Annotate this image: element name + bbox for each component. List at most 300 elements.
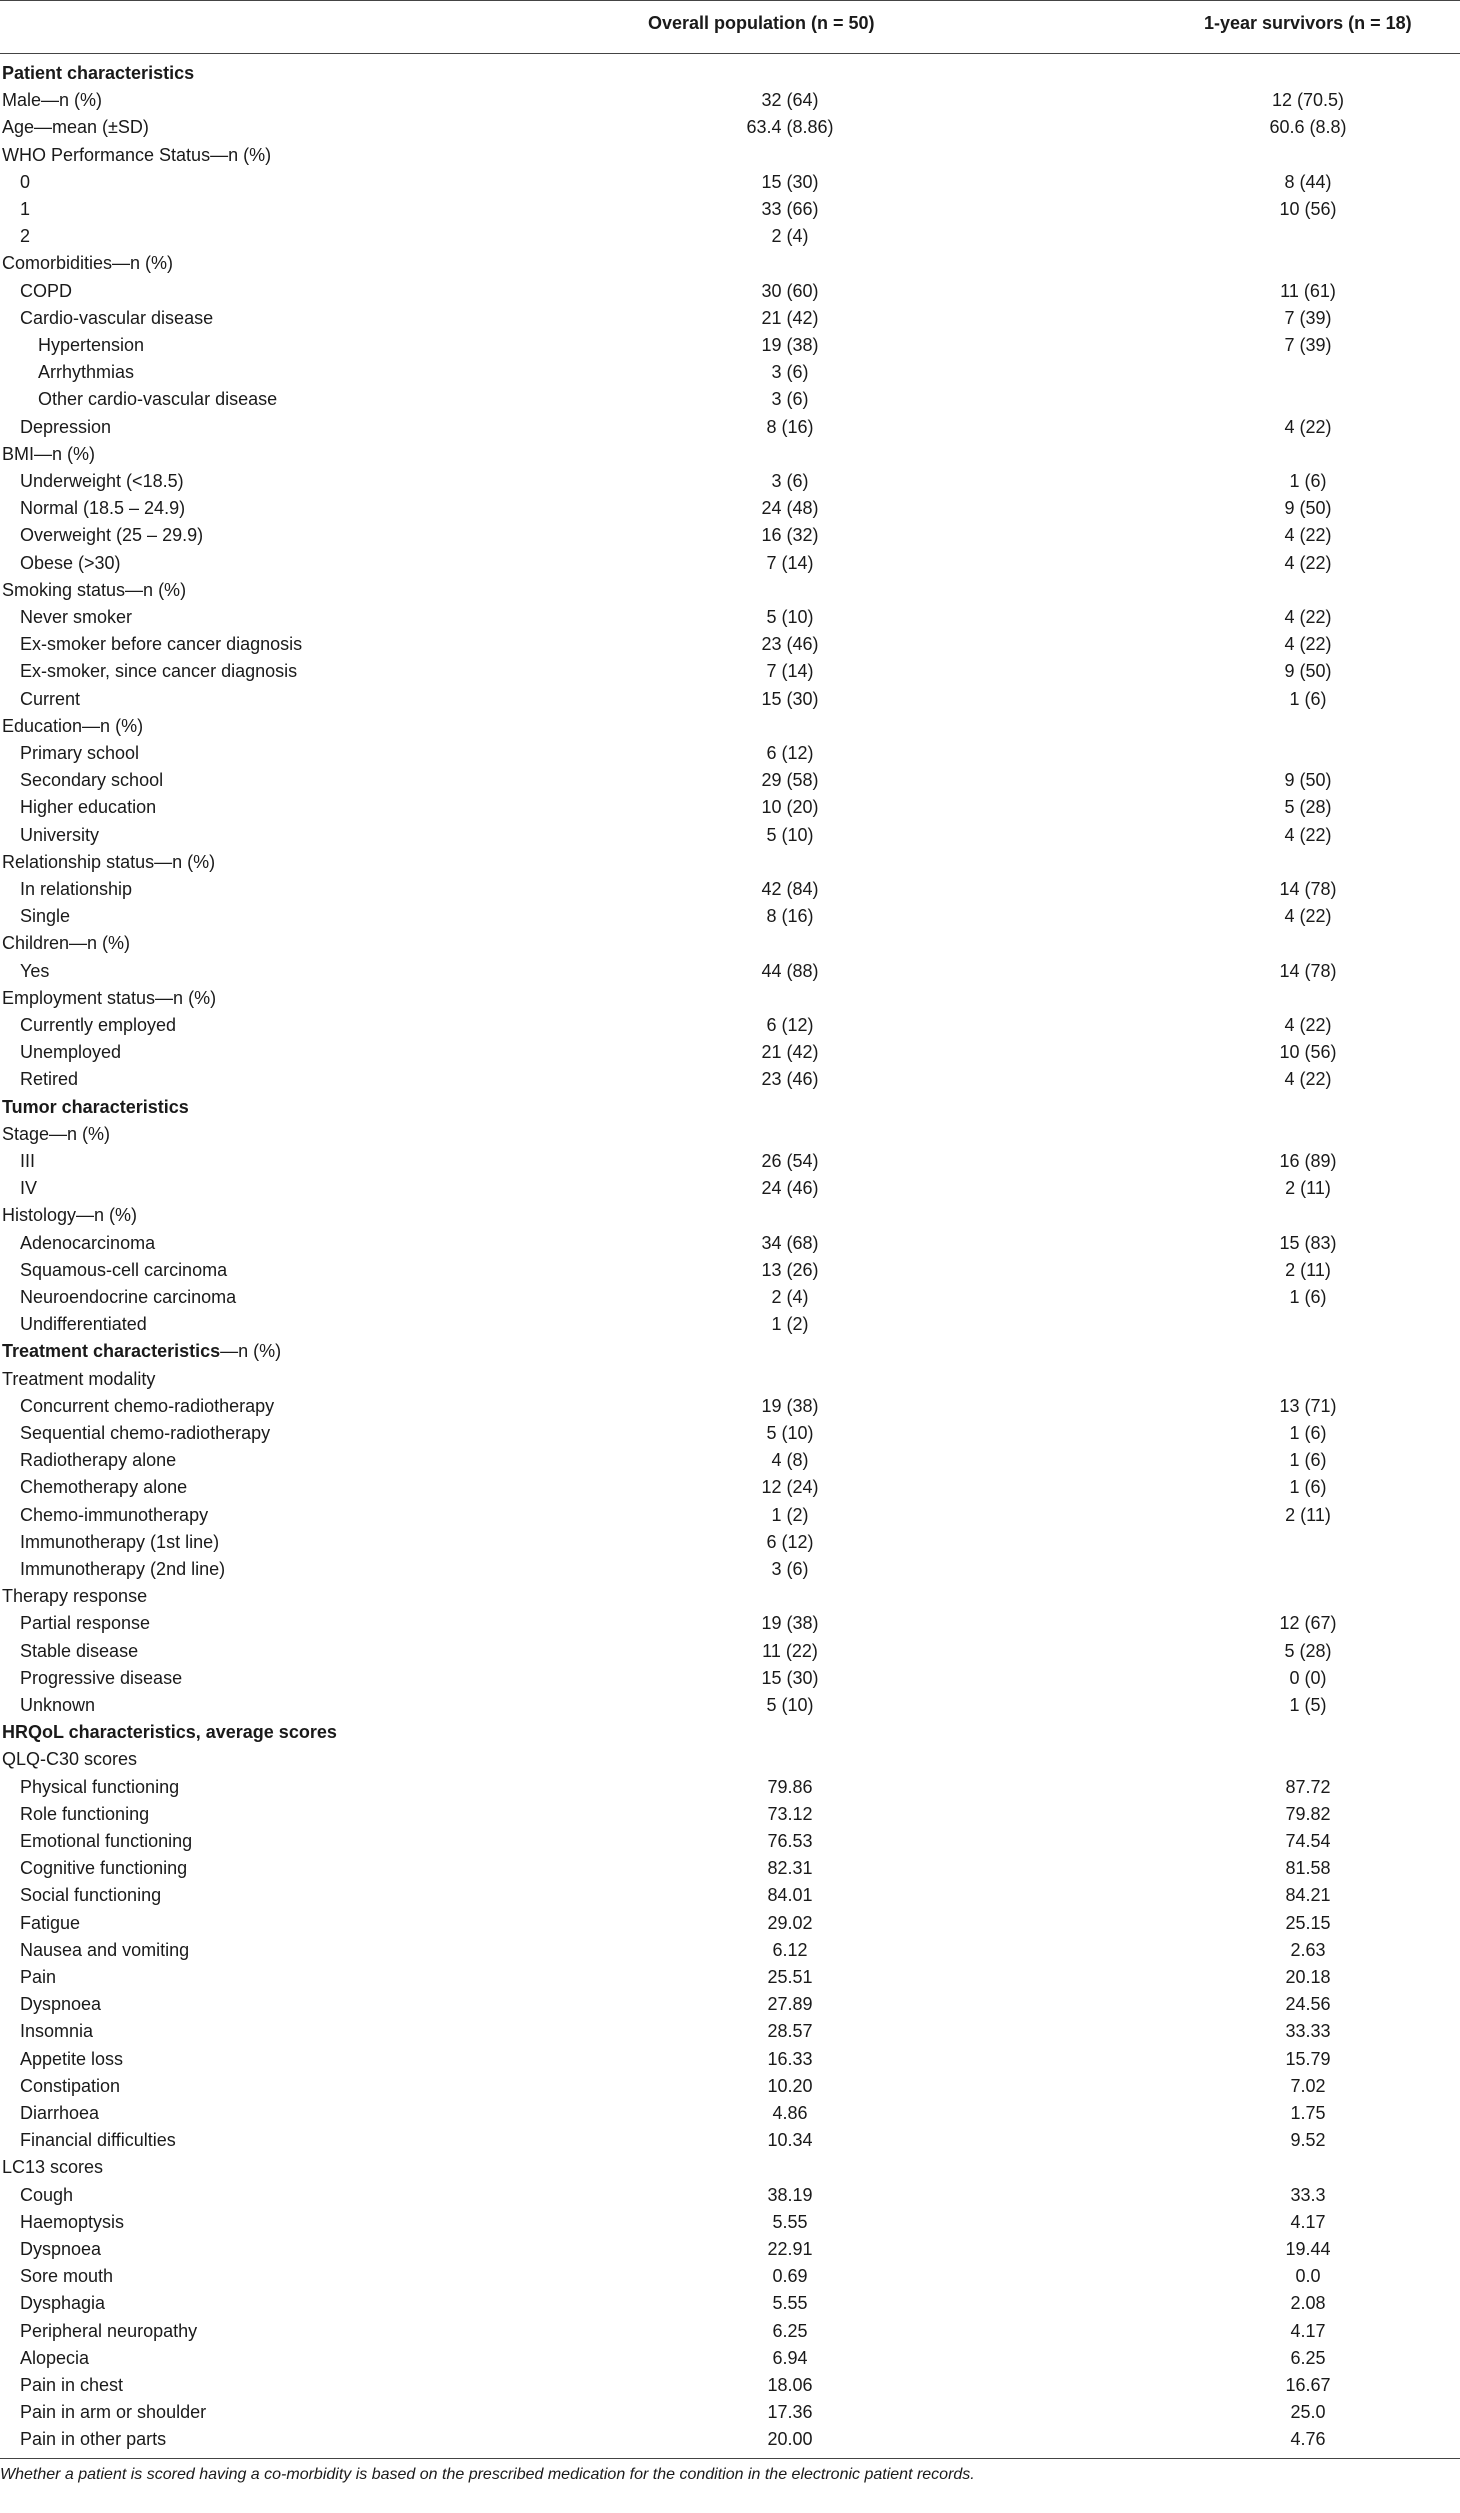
row-label: Appetite loss (20, 2048, 124, 2069)
table-row (0, 1284, 1460, 1311)
row-label-cell (20, 495, 185, 522)
overall-value-cell: 27.89 (767, 1994, 813, 2015)
row-label-cell (2, 849, 215, 876)
survivors-value-cell: 1 (6) (1289, 1287, 1327, 1307)
overall-value-cell: 21 (42) (761, 307, 819, 328)
row-label: Diarrhoea (20, 2103, 100, 2123)
row-label: Overweight (25 – 29.9) (20, 525, 204, 546)
survivors-value-cell: 6.25 (1290, 2347, 1326, 2368)
survivors-value-cell: 15.79 (1285, 2048, 1331, 2069)
row-label: BMI—n (%) (2, 443, 96, 464)
overall-value-cell: 8 (16) (766, 906, 814, 927)
survivors-value-cell: 4.76 (1290, 2429, 1326, 2450)
table-row (0, 1638, 1460, 1665)
table-row (0, 1610, 1460, 1637)
table-row (0, 1991, 1460, 2018)
survivors-value-cell: 4 (22) (1284, 824, 1332, 845)
table-row (0, 522, 1460, 549)
row-label: 0 (20, 171, 31, 192)
row-label: Undifferentiated (20, 1314, 147, 1335)
section-heading-row (0, 1094, 1460, 1121)
row-label-cell (20, 1937, 189, 1964)
survivors-value-cell: 7.02 (1290, 2075, 1326, 2096)
row-label: Adenocarcinoma (20, 1232, 156, 1253)
row-label-cell (20, 658, 297, 685)
table-row (0, 1502, 1460, 1529)
overall-value-cell: 42 (84) (761, 879, 819, 899)
row-label: Partial response (20, 1613, 151, 1634)
row-label-cell (20, 1311, 147, 1338)
survivors-value-cell: 12 (67) (1279, 1613, 1337, 1634)
table-row (0, 958, 1460, 985)
survivors-value-cell: 16 (89) (1279, 1151, 1337, 1171)
survivors-value-cell: 2 (11) (1285, 1504, 1331, 1525)
table-footnote: Whether a patient is scored having a co-morbidity is based on the prescribed medication for the condition in the electronic patient records. (0, 2465, 975, 2483)
row-label: Treatment modality (2, 1368, 156, 1389)
survivors-value-cell: 4 (22) (1284, 416, 1332, 437)
table-row (0, 1393, 1460, 1420)
row-label-cell (20, 1175, 37, 1202)
row-label: Other cardio-vascular disease (38, 389, 278, 410)
row-label-cell (20, 2372, 123, 2399)
row-label-cell (20, 1610, 150, 1637)
table-row (0, 332, 1460, 359)
row-label-cell (2, 441, 95, 468)
survivors-value-cell: 9 (50) (1284, 661, 1332, 682)
survivors-value-cell: 10 (56) (1279, 1042, 1337, 1063)
survivors-value-cell: 25.0 (1290, 2402, 1326, 2423)
row-label: Smoking status—n (%) (2, 579, 187, 600)
survivors-value-cell: 12 (70.5) (1271, 90, 1345, 111)
survivors-value-cell: 14 (78) (1279, 960, 1337, 981)
row-label-cell (20, 1039, 121, 1066)
column-header-survivors: 1-year survivors (n = 18) (1204, 13, 1412, 33)
row-label: Neuroendocrine carcinoma (20, 1287, 237, 1307)
row-label: 1 (20, 199, 31, 219)
row-label-cell (20, 604, 132, 631)
survivors-value-cell: 1 (6) (1289, 688, 1327, 709)
overall-value-cell: 26 (54) (761, 1151, 819, 1171)
table-row (0, 1175, 1460, 1202)
row-label-cell (20, 903, 70, 930)
row-label: Haemoptysis (20, 2211, 125, 2232)
table-row (0, 414, 1460, 441)
overall-value-cell: 3 (6) (771, 1559, 809, 1579)
row-label: Chemo-immunotherapy (20, 1504, 209, 1525)
row-label: Immunotherapy (2nd line) (20, 1559, 226, 1579)
row-label: Employment status—n (%) (2, 987, 217, 1008)
survivors-value-cell: 4 (22) (1284, 906, 1332, 927)
row-label: Primary school (20, 743, 140, 763)
row-label-cell (38, 359, 134, 386)
row-label: Emotional functioning (20, 1831, 193, 1851)
table-row (0, 876, 1460, 903)
table-row (0, 2290, 1460, 2317)
table-row (0, 495, 1460, 522)
survivors-value-cell: 4.17 (1290, 2320, 1326, 2341)
overall-value-cell: 19 (38) (761, 1613, 819, 1634)
survivors-value-cell: 2 (11) (1285, 1259, 1331, 1280)
survivors-value-cell: 11 (61) (1280, 280, 1336, 301)
overall-value-cell: 17.36 (767, 2402, 813, 2423)
row-label: Education—n (%) (2, 715, 144, 736)
column-header-overall: Overall population (n = 50) (648, 13, 875, 33)
overall-value-cell: 11 (22) (762, 1640, 818, 1661)
table-row (0, 1774, 1460, 1801)
table-row (0, 196, 1460, 223)
row-label-cell (20, 2236, 101, 2263)
row-label-cell (20, 2127, 176, 2154)
table-row (0, 2372, 1460, 2399)
row-label-cell (2, 1583, 147, 1610)
survivors-value-cell: 1 (6) (1289, 471, 1327, 491)
row-label: IV (20, 1178, 38, 1199)
row-label: Therapy response (2, 1586, 148, 1607)
row-label: Histology—n (%) (2, 1205, 138, 1226)
table-row (0, 1066, 1460, 1093)
survivors-value-cell: 0 (0) (1289, 1667, 1327, 1688)
table-row (0, 250, 1460, 277)
overall-value-cell: 12 (24) (761, 1477, 819, 1498)
table-row (0, 114, 1460, 141)
overall-value-cell: 4 (8) (771, 1450, 809, 1471)
row-label-cell (20, 1529, 219, 1556)
row-label-cell (20, 1556, 225, 1583)
row-label: Underweight (<18.5) (20, 471, 184, 491)
table-row (0, 1039, 1460, 1066)
row-label: Relationship status—n (%) (2, 851, 216, 872)
table-row (0, 468, 1460, 495)
survivors-value-cell: 8 (44) (1284, 171, 1332, 192)
row-label-cell (2, 1719, 337, 1746)
table-row (0, 359, 1460, 386)
table-row (0, 2100, 1460, 2127)
row-label: Stage—n (%) (2, 1123, 111, 1144)
table-row (0, 767, 1460, 794)
survivors-value-cell: 5 (28) (1284, 1640, 1332, 1661)
row-label-cell (20, 1230, 155, 1257)
row-label: Higher education (20, 797, 157, 818)
section-heading-row (0, 1719, 1460, 1746)
overall-value-cell: 20.00 (767, 2429, 813, 2450)
overall-value-cell: 23 (46) (761, 1069, 819, 1090)
section-heading: HRQoL characteristics, average scores (2, 1722, 337, 1743)
table-row (0, 1556, 1460, 1583)
table-row (0, 1746, 1460, 1773)
survivors-value-cell: 60.6 (8.8) (1269, 117, 1347, 138)
row-label-cell (2, 60, 194, 87)
table-row (0, 1366, 1460, 1393)
row-label: Current (20, 688, 81, 709)
table-row (0, 1121, 1460, 1148)
overall-value-cell: 1 (2) (771, 1504, 809, 1525)
row-label-cell (20, 1393, 274, 1420)
survivors-value-cell: 4 (22) (1284, 607, 1332, 627)
row-label-cell (2, 1121, 110, 1148)
overall-value-cell: 34 (68) (761, 1232, 819, 1253)
row-label-cell (2, 577, 186, 604)
table-row (0, 2127, 1460, 2154)
survivors-value-cell: 4.17 (1290, 2211, 1326, 2232)
row-label-cell (2, 985, 216, 1012)
row-label-cell (20, 1257, 227, 1284)
row-label: Hypertension (38, 335, 145, 355)
overall-value-cell: 29.02 (767, 1912, 813, 1933)
overall-value-cell: 6.12 (772, 1939, 808, 1960)
overall-value-cell: 73.12 (767, 1803, 813, 1824)
survivors-value-cell: 16.67 (1285, 2375, 1331, 2395)
table-row (0, 2426, 1460, 2453)
row-label-cell (20, 794, 156, 821)
overall-value-cell: 21 (42) (761, 1042, 819, 1063)
table-row (0, 849, 1460, 876)
survivors-value-cell: 9.52 (1290, 2130, 1326, 2151)
overall-value-cell: 15 (30) (761, 171, 819, 192)
row-label-cell (2, 1366, 155, 1393)
overall-value-cell: 24 (48) (761, 498, 819, 519)
overall-value-cell: 3 (6) (771, 362, 809, 383)
row-label: Cardio-vascular disease (20, 307, 214, 328)
overall-value-cell: 5.55 (772, 2211, 808, 2232)
survivors-value-cell: 25.15 (1285, 1912, 1331, 1933)
row-label: Depression (20, 416, 112, 437)
overall-value-cell: 24 (46) (761, 1178, 819, 1199)
section-heading: Patient characteristics (2, 63, 195, 83)
row-label-cell (20, 1420, 270, 1447)
table-row (0, 305, 1460, 332)
row-label-cell (20, 1855, 187, 1882)
survivors-value-cell: 33.3 (1290, 2184, 1326, 2205)
table-row (0, 577, 1460, 604)
row-label-cell (2, 1746, 137, 1773)
overall-value-cell: 19 (38) (761, 335, 819, 355)
row-label: Unemployed (20, 1042, 122, 1063)
survivors-value-cell: 1 (5) (1289, 1695, 1327, 1715)
overall-value-cell: 13 (26) (761, 1259, 819, 1280)
row-label-cell (20, 1692, 95, 1719)
row-label: Sore mouth (20, 2266, 114, 2287)
row-label: Children—n (%) (2, 933, 131, 954)
row-label: Never smoker (20, 607, 133, 627)
row-label: Chemotherapy alone (20, 1477, 188, 1498)
row-label-cell (20, 1910, 80, 1937)
row-label: Single (20, 906, 71, 927)
table-row (0, 2399, 1460, 2426)
overall-value-cell: 15 (30) (761, 1667, 819, 1688)
survivors-value-cell: 19.44 (1285, 2239, 1331, 2259)
row-label: In relationship (20, 879, 133, 899)
table-row (0, 604, 1460, 631)
row-label: Insomnia (20, 2021, 94, 2042)
survivors-value-cell: 13 (71) (1279, 1395, 1337, 1416)
table-row (0, 142, 1460, 169)
survivors-value-cell: 1.75 (1290, 2103, 1326, 2123)
table-row (0, 169, 1460, 196)
row-label: Pain (20, 1967, 57, 1987)
overall-value-cell: 7 (14) (766, 552, 814, 573)
section-heading: Tumor characteristics (2, 1096, 189, 1117)
row-label-cell (20, 2318, 197, 2345)
row-label-cell (20, 2100, 99, 2127)
table-row (0, 1148, 1460, 1175)
survivors-value-cell: 15 (83) (1279, 1232, 1337, 1253)
table-row (0, 2345, 1460, 2372)
table-row (0, 550, 1460, 577)
row-label: Fatigue (20, 1912, 81, 1933)
row-label-cell (20, 2399, 206, 2426)
overall-value-cell: 79.86 (767, 1776, 813, 1797)
table-row (0, 740, 1460, 767)
row-label-cell (2, 713, 143, 740)
row-label-cell (2, 930, 130, 957)
overall-value-cell: 3 (6) (771, 389, 809, 410)
overall-value-cell: 29 (58) (761, 770, 819, 791)
row-label: Financial difficulties (20, 2130, 176, 2151)
table-row (0, 1420, 1460, 1447)
row-label: Cough (20, 2184, 74, 2205)
survivors-value-cell: 74.54 (1285, 1831, 1331, 1851)
section-heading-row (0, 60, 1460, 87)
table-row (0, 658, 1460, 685)
row-label-cell (20, 1801, 149, 1828)
section-heading: Treatment characteristics (2, 1341, 221, 1362)
row-label: Ex-smoker, since cancer diagnosis (20, 661, 298, 682)
overall-value-cell: 18.06 (767, 2375, 813, 2395)
row-label-cell (20, 468, 184, 495)
table-row (0, 1665, 1460, 1692)
overall-value-cell: 25.51 (767, 1967, 813, 1987)
table-row (0, 822, 1460, 849)
section-heading-suffix: —n (%) (220, 1341, 282, 1362)
table-row (0, 441, 1460, 468)
row-label-cell (20, 1964, 56, 1991)
survivors-value-cell: 81.58 (1285, 1858, 1331, 1879)
table-row (0, 2263, 1460, 2290)
row-label: QLQ-C30 scores (2, 1749, 138, 1770)
table-row (0, 1583, 1460, 1610)
overall-value-cell: 84.01 (767, 1885, 813, 1906)
survivors-value-cell: 4 (22) (1284, 552, 1332, 573)
row-label-cell (20, 2018, 93, 2045)
row-label: Dyspnoea (20, 1994, 102, 2015)
row-label-cell (20, 169, 30, 196)
row-label: Arrhythmias (38, 362, 135, 383)
table-row (0, 1202, 1460, 1229)
table-row (0, 1828, 1460, 1855)
overall-value-cell: 10.34 (767, 2130, 813, 2151)
row-label: Radiotherapy alone (20, 1450, 177, 1471)
row-label: 2 (20, 226, 31, 247)
survivors-value-cell: 1 (6) (1289, 1477, 1327, 1498)
overall-value-cell: 63.4 (8.86) (746, 117, 834, 138)
overall-value-cell: 1 (2) (771, 1314, 809, 1335)
table-row (0, 1692, 1460, 1719)
row-label: Normal (18.5 – 24.9) (20, 498, 186, 519)
survivors-value-cell: 24.56 (1285, 1994, 1331, 2015)
table-row (0, 985, 1460, 1012)
table-row (0, 2318, 1460, 2345)
survivors-value-cell: 1 (6) (1289, 1450, 1327, 1471)
row-label-cell (20, 223, 30, 250)
table-row (0, 223, 1460, 250)
row-label: Male—n (%) (2, 90, 103, 111)
survivors-value-cell: 7 (39) (1284, 307, 1332, 328)
table-row (0, 1257, 1460, 1284)
table-row (0, 1937, 1460, 1964)
row-label-cell (2, 1338, 281, 1365)
row-label: WHO Performance Status—n (%) (2, 144, 272, 165)
row-label-cell (2, 1202, 137, 1229)
row-label-cell (2, 1094, 189, 1121)
row-label-cell (2, 250, 173, 277)
row-label: Sequential chemo-radiotherapy (20, 1423, 271, 1443)
overall-value-cell: 2 (4) (771, 226, 809, 247)
row-label-cell (20, 2046, 123, 2073)
row-label: Cognitive functioning (20, 1858, 188, 1879)
row-label: Secondary school (20, 770, 164, 791)
survivors-value-cell: 5 (28) (1284, 797, 1332, 818)
overall-value-cell: 5 (10) (766, 1695, 814, 1715)
survivors-value-cell: 2.63 (1290, 1939, 1326, 1960)
survivors-value-cell: 9 (50) (1284, 498, 1332, 519)
table-row (0, 386, 1460, 413)
row-label: Dyspnoea (20, 2239, 102, 2259)
survivors-value-cell: 9 (50) (1284, 770, 1332, 791)
overall-value-cell: 2 (4) (771, 1287, 809, 1307)
overall-value-cell: 5.55 (772, 2293, 808, 2314)
overall-value-cell: 28.57 (767, 2021, 813, 2042)
overall-value-cell: 5 (10) (766, 607, 814, 627)
overall-value-cell: 6 (12) (766, 1531, 814, 1552)
row-label-cell (20, 305, 213, 332)
survivors-value-cell: 87.72 (1285, 1776, 1331, 1797)
table-row (0, 2018, 1460, 2045)
table-row (0, 631, 1460, 658)
row-label: Physical functioning (20, 1776, 180, 1797)
row-label: Pain in other parts (20, 2429, 167, 2450)
row-label-cell (20, 1991, 101, 2018)
row-label-cell (38, 332, 144, 359)
row-label: Pain in chest (20, 2375, 124, 2395)
survivors-value-cell: 2 (11) (1285, 1178, 1331, 1199)
overall-value-cell: 33 (66) (761, 199, 819, 219)
table-row (0, 903, 1460, 930)
row-label: Obese (>30) (20, 552, 121, 573)
row-label-cell (20, 958, 49, 985)
overall-value-cell: 44 (88) (761, 960, 819, 981)
row-label: Squamous-cell carcinoma (20, 1259, 228, 1280)
row-label: Currently employed (20, 1015, 177, 1035)
row-label: Immunotherapy (1st line) (20, 1531, 220, 1552)
overall-value-cell: 6.25 (772, 2320, 808, 2341)
table-row (0, 278, 1460, 305)
row-label: LC13 scores (2, 2157, 104, 2178)
overall-value-cell: 38.19 (767, 2184, 813, 2205)
overall-value-cell: 4.86 (772, 2103, 808, 2123)
row-label-cell (20, 740, 139, 767)
overall-value-cell: 10.20 (767, 2075, 813, 2096)
overall-value-cell: 82.31 (767, 1858, 813, 1879)
overall-value-cell: 5 (10) (766, 824, 814, 845)
row-label-cell (20, 2290, 105, 2317)
overall-value-cell: 15 (30) (761, 688, 819, 709)
row-label-cell (20, 2426, 166, 2453)
survivors-value-cell: 4 (22) (1284, 525, 1332, 546)
survivors-value-cell: 33.33 (1285, 2021, 1331, 2042)
row-label: Dysphagia (20, 2293, 106, 2314)
row-label: Social functioning (20, 1885, 162, 1906)
table-row (0, 794, 1460, 821)
